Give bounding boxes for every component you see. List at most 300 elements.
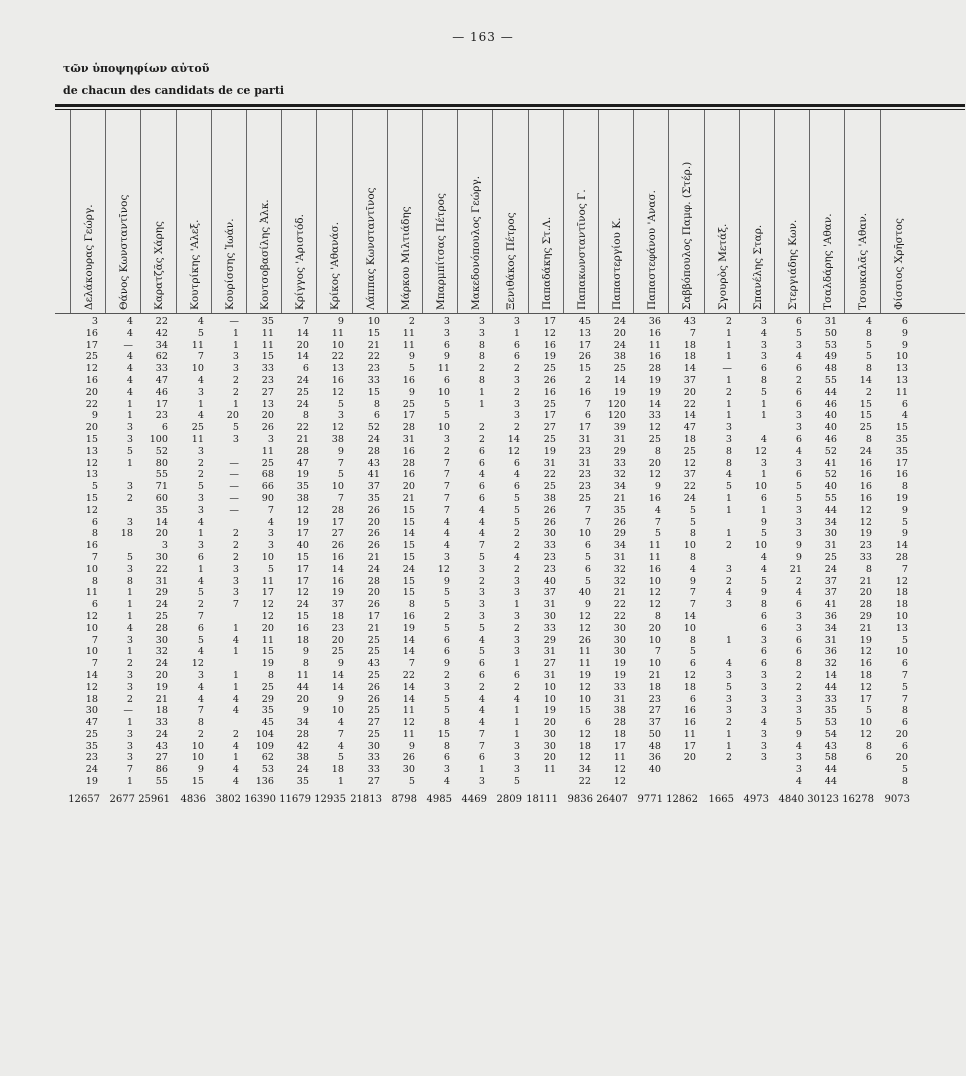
table-cell: 42 xyxy=(296,740,309,752)
table-cell: 24 xyxy=(296,374,309,386)
table-cell: 18 xyxy=(683,351,696,363)
table-cell: 3 xyxy=(126,681,133,693)
table-cell: 15 xyxy=(402,540,415,552)
table-cell: 2 xyxy=(232,728,239,740)
table-cell: 25 xyxy=(859,422,872,434)
table-cell: 1 xyxy=(513,327,520,339)
table-cell: 3 xyxy=(513,610,520,622)
table-cell: 35 xyxy=(895,445,908,457)
table-cell: 17 xyxy=(859,693,872,705)
table-cell: 27 xyxy=(543,422,556,434)
table-cell: 17 xyxy=(895,457,908,469)
table-cell: 37 xyxy=(683,374,696,386)
table-cell: 3 xyxy=(232,351,239,363)
table-cell: 4 xyxy=(126,374,133,386)
table-cell: 14 xyxy=(683,610,696,622)
table-cell: 20 xyxy=(226,410,239,422)
table-cell: 12 xyxy=(683,669,696,681)
table-cell: 37 xyxy=(367,481,380,493)
table-cell: 30 xyxy=(613,646,626,658)
table-cell: 19 xyxy=(331,587,344,599)
table-cell: 4 xyxy=(478,705,485,717)
table-cell: 100 xyxy=(149,433,168,445)
column-header-label: Δελάκουρας Γεώργ. xyxy=(83,204,95,310)
table-cell: 10 xyxy=(191,363,204,375)
table-cell xyxy=(698,623,732,635)
table-cell: 4 xyxy=(232,764,239,776)
column-values xyxy=(803,316,837,788)
table-cell: 14 xyxy=(648,398,661,410)
table-cell: 4 xyxy=(197,681,204,693)
table-cell: 5 xyxy=(478,551,485,563)
table-cell: 15 xyxy=(859,410,872,422)
table-cell: 11 xyxy=(402,339,415,351)
table-cell: 13 xyxy=(895,374,908,386)
table-cell: 38 xyxy=(543,492,556,504)
table-cell: 3 xyxy=(513,764,520,776)
table-cell: 26 xyxy=(578,634,591,646)
table-cell: 21 xyxy=(367,339,380,351)
table-cell: 3 xyxy=(91,316,98,327)
table-cell: 8 xyxy=(443,740,450,752)
table-cell: 23 xyxy=(578,469,591,481)
table-cell: 52 xyxy=(824,445,837,457)
table-cell: 1 xyxy=(232,339,239,351)
table-cell: 33 xyxy=(367,752,380,764)
table-cell: 3 xyxy=(232,575,239,587)
column-header-label: Μπαρμπίτσας Πέτρος xyxy=(435,193,447,310)
column-header-label: Μακεδονόπουλος Γεώργ. xyxy=(470,175,482,310)
table-cell: 31 xyxy=(613,551,626,563)
table-cell: 29 xyxy=(543,634,556,646)
table-cell: 34 xyxy=(824,516,837,528)
table-cell: 17 xyxy=(543,316,556,327)
table-cell: 25 xyxy=(367,646,380,658)
table-cell: 55 xyxy=(155,469,168,481)
table-cell: 1 xyxy=(760,504,767,516)
table-cell: 60 xyxy=(155,492,168,504)
table-cell: 22 xyxy=(578,776,591,788)
table-cell: 4 xyxy=(689,563,696,575)
table-cell: 5 xyxy=(795,492,802,504)
table-cell: 44 xyxy=(296,681,309,693)
table-cell: 3 xyxy=(725,433,732,445)
column-divider xyxy=(211,110,212,313)
table-cell: 24 xyxy=(155,599,168,611)
table-cell: 3 xyxy=(478,563,485,575)
table-cell: 32 xyxy=(613,563,626,575)
table-cell: 43 xyxy=(155,740,168,752)
table-cell: 7 xyxy=(689,587,696,599)
table-cell: 3 xyxy=(760,316,767,327)
table-cell: 45 xyxy=(578,316,591,327)
table-cell: 3 xyxy=(232,433,239,445)
table-cell: 18 xyxy=(683,339,696,351)
table-cell: 1 xyxy=(232,681,239,693)
table-cell: 23 xyxy=(261,374,274,386)
table-cell: 1 xyxy=(725,728,732,740)
table-cell: 3 xyxy=(267,540,274,552)
table-cell: 33 xyxy=(367,764,380,776)
table-cell: 5 xyxy=(901,681,908,693)
column-total: 25961 xyxy=(138,794,170,805)
table-cell: 25 xyxy=(543,363,556,375)
table-cell: 11 xyxy=(648,339,661,351)
table-cell: 46 xyxy=(155,386,168,398)
top-rule xyxy=(55,104,965,107)
table-cell: 2 xyxy=(232,540,239,552)
table-cell: 8 xyxy=(901,481,908,493)
table-cell: 3 xyxy=(725,563,732,575)
table-cell: 17 xyxy=(683,740,696,752)
column-divider xyxy=(739,110,740,313)
column-divider xyxy=(809,110,810,313)
table-cell: 3 xyxy=(795,752,802,764)
column-divider xyxy=(704,110,705,313)
table-cell: 10 xyxy=(895,646,908,658)
column-divider xyxy=(844,110,845,313)
column-header xyxy=(142,118,176,310)
table-cell: 12 xyxy=(613,764,626,776)
column-header-label: Κρίκος 'Αθανάσ. xyxy=(329,221,341,310)
table-cell: 4 xyxy=(232,776,239,788)
table-cell: 2 xyxy=(795,575,802,587)
table-cell: 1 xyxy=(725,492,732,504)
table-cell: 8 xyxy=(478,339,485,351)
table-cell: 10 xyxy=(683,622,696,634)
table-cell: 3 xyxy=(267,433,274,445)
table-cell: 49 xyxy=(824,351,837,363)
table-cell: 20 xyxy=(261,410,274,422)
column-header-label: Μάρκου Μιλτιάδης xyxy=(400,206,412,310)
table-cell: 10 xyxy=(754,540,767,552)
table-cell: 4 xyxy=(197,693,204,705)
table-cell: 6 xyxy=(478,445,485,457)
column-values xyxy=(451,316,485,788)
table-cell xyxy=(99,469,133,481)
table-cell: 3 xyxy=(126,740,133,752)
table-cell: 9 xyxy=(654,481,661,493)
table-cell: 5 xyxy=(267,563,274,575)
table-cell: 9 xyxy=(795,728,802,740)
column-values xyxy=(64,316,98,788)
table-cell: 3 xyxy=(795,339,802,351)
table-cell: 7 xyxy=(478,728,485,740)
column-values xyxy=(416,316,450,788)
column-total: 2809 xyxy=(496,794,522,805)
table-cell: 44 xyxy=(824,504,837,516)
table-cell: 19 xyxy=(648,374,661,386)
table-cell: 17 xyxy=(155,398,168,410)
table-cell: 28 xyxy=(331,504,344,516)
table-cell: 47 xyxy=(85,717,98,729)
column-header xyxy=(670,118,704,310)
table-cell: 3 xyxy=(760,752,767,764)
table-cell: 2 xyxy=(478,575,485,587)
table-cell: 31 xyxy=(613,433,626,445)
column-values xyxy=(275,316,309,788)
column-total: 8798 xyxy=(391,794,417,805)
column-values xyxy=(662,316,696,764)
table-cell: 30 xyxy=(824,528,837,540)
table-cell: 16 xyxy=(543,339,556,351)
table-cell: 16 xyxy=(331,374,344,386)
table-cell: 3 xyxy=(513,740,520,752)
table-cell: 20 xyxy=(155,528,168,540)
table-cell: 25 xyxy=(261,681,274,693)
table-cell: 6 xyxy=(584,563,591,575)
column-total: 30123 xyxy=(807,794,839,805)
table-cell: 12 xyxy=(331,386,344,398)
table-cell: 11 xyxy=(648,540,661,552)
table-cell: 6 xyxy=(901,658,908,670)
table-cell: 15 xyxy=(578,363,591,375)
table-cell: 19 xyxy=(613,386,626,398)
table-cell: 32 xyxy=(155,646,168,658)
table-cell: 15 xyxy=(402,504,415,516)
table-cell: 3 xyxy=(267,528,274,540)
table-cell: 35 xyxy=(85,740,98,752)
table-cell: 23 xyxy=(155,410,168,422)
table-cell: 30 xyxy=(543,728,556,740)
table-cell: 1 xyxy=(725,528,732,540)
column-values xyxy=(557,316,591,788)
table-cell: 1 xyxy=(760,469,767,481)
table-cell: 3 xyxy=(795,610,802,622)
table-cell: 16 xyxy=(543,386,556,398)
column-header-label: Καρατζᾶς Χάρης xyxy=(153,221,165,310)
table-cell: 18 xyxy=(683,433,696,445)
table-cell: 30 xyxy=(613,622,626,634)
table-cell: 4 xyxy=(197,516,204,528)
column-divider xyxy=(105,110,106,313)
table-cell: 20 xyxy=(296,339,309,351)
table-cell: 19 xyxy=(648,386,661,398)
table-cell: 15 xyxy=(261,351,274,363)
table-cell: 12 xyxy=(859,681,872,693)
table-cell: 26 xyxy=(402,752,415,764)
table-cell: 37 xyxy=(331,599,344,611)
table-cell: 24 xyxy=(296,398,309,410)
table-cell: 22 xyxy=(296,422,309,434)
table-cell: 30 xyxy=(367,740,380,752)
table-cell: 28 xyxy=(402,422,415,434)
table-cell: 14 xyxy=(296,327,309,339)
table-cell: 13 xyxy=(261,398,274,410)
table-cell: 33 xyxy=(367,374,380,386)
table-cell: 25 xyxy=(261,457,274,469)
table-cell: 2 xyxy=(725,752,732,764)
table-cell: — xyxy=(229,469,239,481)
table-cell: 6 xyxy=(373,410,380,422)
table-cell: 14 xyxy=(331,669,344,681)
table-cell: 20 xyxy=(683,386,696,398)
table-cell: 15 xyxy=(578,705,591,717)
table-cell: 5 xyxy=(197,634,204,646)
table-cell: 6 xyxy=(197,622,204,634)
table-cell: 20 xyxy=(331,634,344,646)
table-cell: 47 xyxy=(683,422,696,434)
column-total: 4973 xyxy=(743,794,769,805)
table-cell: 21 xyxy=(613,587,626,599)
table-cell: 5 xyxy=(337,752,344,764)
column-total: 16278 xyxy=(842,794,874,805)
column-divider xyxy=(528,110,529,313)
table-cell: 8 xyxy=(91,575,98,587)
column-divider xyxy=(246,110,247,313)
table-cell: 3 xyxy=(126,422,133,434)
column-header-label: Φίσσιος Χρῆστος xyxy=(893,218,905,310)
table-cell: 19 xyxy=(613,669,626,681)
table-cell: 6 xyxy=(760,492,767,504)
table-cell: 16 xyxy=(402,445,415,457)
table-cell: 1 xyxy=(126,410,133,422)
table-cell: 5 xyxy=(865,351,872,363)
table-cell: 4 xyxy=(197,575,204,587)
table-cell: 4 xyxy=(443,776,450,788)
table-cell: 11 xyxy=(402,327,415,339)
table-cell: 12 xyxy=(859,504,872,516)
subtitle-french: de chacun des candidats de ce parti xyxy=(63,84,285,97)
table-cell: 25 xyxy=(824,551,837,563)
table-cell: 38 xyxy=(331,433,344,445)
table-cell: 5 xyxy=(901,764,908,776)
table-cell: 16 xyxy=(402,610,415,622)
table-cell: 33 xyxy=(648,410,661,422)
table-cell: 37 xyxy=(824,575,837,587)
table-cell: 11 xyxy=(261,327,274,339)
table-cell: 12 xyxy=(648,599,661,611)
table-cell: 9 xyxy=(760,587,767,599)
table-cell: 19 xyxy=(543,445,556,457)
table-cell: 6 xyxy=(795,646,802,658)
table-cell: 22 xyxy=(543,469,556,481)
table-cell: 8 xyxy=(795,658,802,670)
column-header-label: Κρίγγος 'Αριστόδ. xyxy=(294,214,306,310)
table-cell: 3 xyxy=(443,433,450,445)
table-cell: 7 xyxy=(91,658,98,670)
column-total: 12862 xyxy=(666,794,698,805)
table-cell: 9 xyxy=(443,658,450,670)
table-cell: 30 xyxy=(543,528,556,540)
table-cell: 22 xyxy=(331,351,344,363)
table-cell: 4 xyxy=(865,316,872,327)
table-cell: 2 xyxy=(126,658,133,670)
table-cell: 10 xyxy=(261,551,274,563)
table-cell: 5 xyxy=(197,327,204,339)
table-cell: 33 xyxy=(613,457,626,469)
column-header-label: Σγουρὸς Μετάξ. xyxy=(717,223,729,310)
table-cell: 24 xyxy=(155,728,168,740)
table-cell: 16 xyxy=(859,658,872,670)
table-cell: 5 xyxy=(865,705,872,717)
table-cell: 14 xyxy=(155,516,168,528)
table-cell: 17 xyxy=(85,339,98,351)
table-cell: 44 xyxy=(824,681,837,693)
table-cell: 1 xyxy=(232,622,239,634)
table-cell: 2 xyxy=(443,610,450,622)
table-cell: 15 xyxy=(296,551,309,563)
table-cell: 3 xyxy=(478,316,485,327)
column-header xyxy=(846,118,880,310)
table-cell: 18 xyxy=(895,587,908,599)
table-cell: 16 xyxy=(683,705,696,717)
table-cell: 5 xyxy=(197,481,204,493)
table-cell: 30 xyxy=(402,764,415,776)
table-cell: 13 xyxy=(895,363,908,375)
table-cell: 8 xyxy=(689,634,696,646)
table-cell: 22 xyxy=(402,669,415,681)
table-cell: 8 xyxy=(725,457,732,469)
table-cell: 27 xyxy=(367,717,380,729)
table-cell: 38 xyxy=(296,492,309,504)
table-cell xyxy=(205,717,239,729)
column-total: 21813 xyxy=(350,794,382,805)
table-cell: 41 xyxy=(824,457,837,469)
table-cell: 8 xyxy=(373,398,380,410)
table-cell: 1 xyxy=(126,599,133,611)
table-cell: 4 xyxy=(478,469,485,481)
table-cell: 4 xyxy=(478,717,485,729)
table-cell: 1 xyxy=(725,327,732,339)
column-values xyxy=(346,316,380,788)
table-cell: 18 xyxy=(578,740,591,752)
table-cell: 5 xyxy=(760,575,767,587)
column-header xyxy=(565,118,599,310)
table-cell: 33 xyxy=(613,681,626,693)
column-header xyxy=(459,118,493,310)
table-cell: 3 xyxy=(443,681,450,693)
table-cell: 15 xyxy=(85,492,98,504)
column-divider xyxy=(70,110,71,313)
table-cell: 26 xyxy=(543,516,556,528)
table-cell: 8 xyxy=(91,528,98,540)
table-cell: 16 xyxy=(648,492,661,504)
table-cell: 17 xyxy=(261,587,274,599)
table-cell: 10 xyxy=(648,575,661,587)
column-header xyxy=(318,118,352,310)
table-cell: 4 xyxy=(795,445,802,457)
table-cell: 8 xyxy=(865,563,872,575)
table-cell: 19 xyxy=(296,469,309,481)
column-total: 4985 xyxy=(426,794,452,805)
table-cell: 12 xyxy=(261,610,274,622)
column-values xyxy=(627,316,661,776)
table-cell: 4 xyxy=(795,351,802,363)
table-cell: 19 xyxy=(543,705,556,717)
table-cell xyxy=(205,611,239,623)
table-cell: 5 xyxy=(865,339,872,351)
table-cell: 25 xyxy=(367,705,380,717)
table-cell: 15 xyxy=(402,516,415,528)
table-cell: 12 xyxy=(578,752,591,764)
table-cell: 17 xyxy=(367,610,380,622)
table-cell: 14 xyxy=(683,410,696,422)
table-cell: 10 xyxy=(895,610,908,622)
table-cell: 16 xyxy=(648,351,661,363)
table-cell: 14 xyxy=(331,681,344,693)
table-cell: 1 xyxy=(232,752,239,764)
table-cell: 25 xyxy=(543,398,556,410)
table-cell: 14 xyxy=(402,693,415,705)
table-cell: 6 xyxy=(689,693,696,705)
table-cell: 28 xyxy=(367,445,380,457)
table-cell: 44 xyxy=(824,386,837,398)
table-cell: 4 xyxy=(725,587,732,599)
table-cell: 20 xyxy=(613,327,626,339)
table-cell: 37 xyxy=(648,717,661,729)
table-cell: 23 xyxy=(578,481,591,493)
